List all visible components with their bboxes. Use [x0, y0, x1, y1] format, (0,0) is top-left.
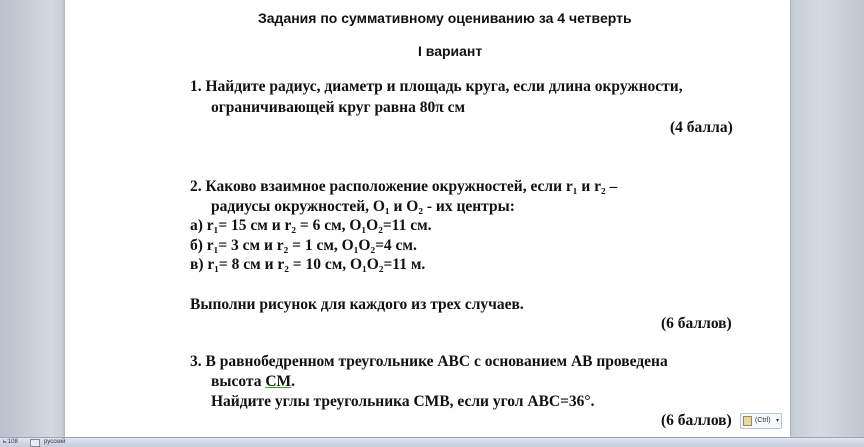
variant-heading: I вариант — [418, 43, 483, 59]
q3-line2: высота CM. — [211, 373, 296, 390]
document-page[interactable] — [65, 0, 790, 437]
q1-line2: ограничивающей круг равна 80π см — [211, 99, 466, 116]
q3-points: (6 баллов) — [661, 412, 732, 429]
left-margin — [0, 0, 65, 437]
status-page-count: ь:108 — [3, 439, 18, 445]
q3-line1: 3. В равнобедренном треугольнике ABC с основанием AB проведена — [190, 353, 668, 370]
q2-line2: радиусы окружностей, O₁ и O₂ - их центры: — [211, 198, 515, 215]
q2-line1: 2. Каково взаимное расположение окружностей, если r₁ и r₂ – — [190, 178, 618, 195]
q3-line3: Найдите углы треугольника CMB, если угол ABC=36°. — [211, 393, 595, 410]
doc-title: Задания по суммативному оцениванию за 4 четверть — [258, 10, 632, 26]
paste-options-label: (Ctrl) — [755, 417, 771, 424]
q2-case-a: а) r₁= 15 см и r₂ = 6 см, O₁O₂=11 см. — [190, 217, 432, 234]
q3-cm-underlined: CM — [265, 373, 292, 390]
q2-case-b: б) r₁= 3 см и r₂ = 1 см, O₁O₂=4 см. — [190, 237, 417, 254]
q2-task: Выполни рисунок для каждого из трех случаев. — [190, 296, 524, 313]
q2-points: (6 баллов) — [661, 315, 732, 332]
right-margin — [790, 0, 864, 437]
q1-line1: 1. Найдите радиус, диаметр и площадь круга, если длина окружности, — [190, 78, 683, 95]
q1-points: (4 балла) — [670, 119, 733, 136]
chevron-down-icon: ▾ — [776, 418, 780, 424]
clipboard-icon — [743, 416, 752, 426]
q2-case-c: в) r₁= 8 см и r₂ = 10 см, O₁O₂=11 м. — [190, 256, 426, 273]
paste-options-button[interactable] — [740, 413, 782, 429]
status-language[interactable]: русский — [44, 439, 66, 445]
